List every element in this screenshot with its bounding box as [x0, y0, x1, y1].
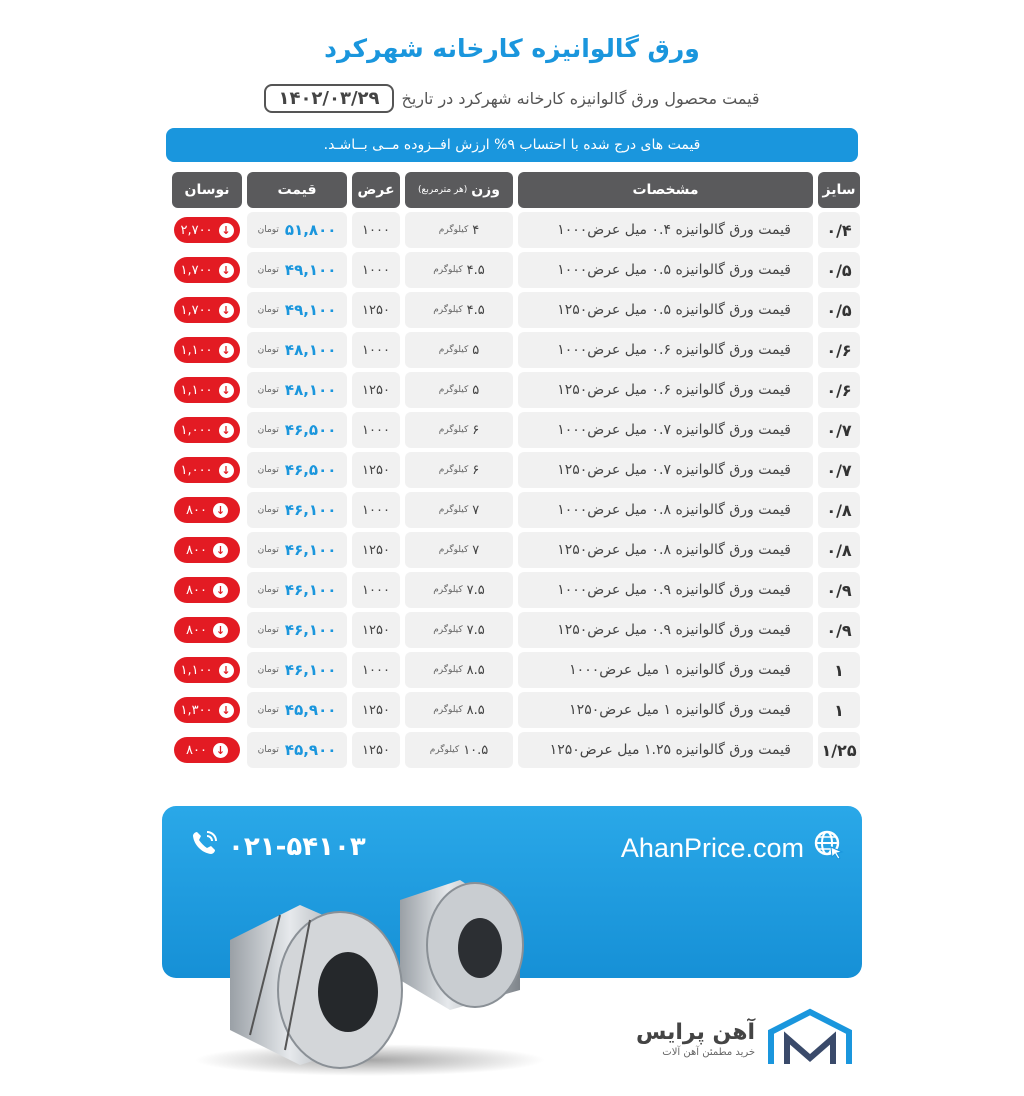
weight-value: ۴: [472, 222, 480, 238]
change-value: ۱,۷۰۰: [180, 262, 213, 278]
row-width: ۱۰۰۰: [352, 492, 400, 528]
price-unit: تومان: [257, 705, 279, 715]
weight-unit: کیلوگرم: [438, 425, 469, 435]
price-value: ۴۹,۱۰۰: [284, 301, 337, 319]
change-badge: [174, 257, 240, 283]
weight-value: ۶: [472, 462, 480, 478]
change-badge: [174, 657, 240, 683]
row-spec: قیمت ورق گالوانیزه ۰.۸ میل عرض۱۲۵۰: [518, 532, 813, 568]
arrow-down-icon: ↓: [213, 743, 228, 758]
table-row: [164, 572, 860, 608]
row-weight: [405, 212, 513, 248]
change-value: ۸۰۰: [186, 582, 207, 598]
row-spec: قیمت ورق گالوانیزه ۰.۴ میل عرض۱۰۰۰: [518, 212, 813, 248]
header-size: سایز: [818, 172, 860, 208]
change-value: ۱,۳۰۰: [180, 702, 213, 718]
row-width: ۱۲۵۰: [352, 612, 400, 648]
row-spec: قیمت ورق گالوانیزه ۰.۵ میل عرض۱۲۵۰: [518, 292, 813, 328]
header-price: قیمت: [247, 172, 347, 208]
globe-cursor-icon: [814, 830, 844, 867]
price-value: ۴۶,۱۰۰: [284, 541, 337, 559]
arrow-down-icon: ↓: [219, 663, 234, 678]
weight-unit: کیلوگرم: [433, 625, 463, 635]
row-width: ۱۰۰۰: [352, 652, 400, 688]
row-weight: [405, 332, 513, 368]
row-weight: [405, 652, 513, 688]
table-row: [164, 412, 860, 448]
row-price: [247, 412, 347, 448]
row-spec: قیمت ورق گالوانیزه ۰.۹ میل عرض۱۰۰۰: [518, 572, 813, 608]
arrow-down-icon: ↓: [213, 623, 228, 638]
arrow-down-icon: ↓: [219, 423, 234, 438]
row-price: [247, 372, 347, 408]
row-spec: قیمت ورق گالوانیزه ۰.۵ میل عرض۱۰۰۰: [518, 252, 813, 288]
row-size: ۰/۹: [818, 612, 860, 648]
arrow-down-icon: ↓: [219, 303, 234, 318]
price-unit: تومان: [257, 265, 279, 275]
price-unit: تومان: [257, 665, 279, 675]
change-value: ۱,۱۰۰: [180, 342, 213, 358]
table-body: [164, 212, 860, 768]
row-size: ۰/۵: [818, 292, 860, 328]
row-change: [172, 252, 242, 288]
weight-unit: کیلوگرم: [438, 505, 469, 515]
arrow-down-icon: ↓: [213, 583, 228, 598]
table-row: [164, 612, 860, 648]
price-unit: تومان: [257, 345, 279, 355]
table-row: [164, 252, 860, 288]
weight-value: ۷.۵: [466, 622, 485, 638]
row-weight: [405, 612, 513, 648]
row-size: ۱: [818, 692, 860, 728]
row-size: ۱: [818, 652, 860, 688]
price-value: ۴۶,۱۰۰: [284, 501, 337, 519]
row-change: [172, 412, 242, 448]
row-weight: [405, 292, 513, 328]
table-header: [164, 172, 860, 208]
price-value: ۴۶,۱۰۰: [284, 581, 337, 599]
row-price: [247, 572, 347, 608]
row-spec: قیمت ورق گالوانیزه ۱.۲۵ میل عرض۱۲۵۰: [518, 732, 813, 768]
price-unit: تومان: [257, 465, 279, 475]
change-badge: [174, 457, 240, 483]
change-badge: [174, 737, 240, 763]
row-size: ۰/۸: [818, 532, 860, 568]
row-weight: [405, 732, 513, 768]
row-weight: [405, 372, 513, 408]
change-value: ۱,۱۰۰: [180, 382, 213, 398]
weight-value: ۱۰.۵: [463, 742, 489, 758]
price-value: ۴۶,۱۰۰: [284, 621, 337, 639]
row-change: [172, 492, 242, 528]
row-change: [172, 212, 242, 248]
arrow-down-icon: ↓: [219, 703, 234, 718]
header-width: عرض: [352, 172, 400, 208]
header-weight: [405, 172, 513, 208]
row-weight: [405, 492, 513, 528]
arrow-down-icon: ↓: [219, 383, 234, 398]
row-price: [247, 532, 347, 568]
price-unit: تومان: [257, 305, 279, 315]
price-value: ۴۶,۵۰۰: [284, 461, 337, 479]
row-width: ۱۰۰۰: [352, 332, 400, 368]
row-width: ۱۲۵۰: [352, 532, 400, 568]
change-badge: [174, 497, 240, 523]
vat-notice: قیمت های درج شده با احتساب ۹% ارزش افــزوده مــی بــاشـد.: [166, 128, 858, 162]
row-spec: قیمت ورق گالوانیزه ۰.۶ میل عرض۱۰۰۰: [518, 332, 813, 368]
weight-unit: کیلوگرم: [438, 385, 469, 395]
brand-text: [636, 1020, 755, 1058]
weight-unit: کیلوگرم: [438, 465, 469, 475]
row-width: ۱۰۰۰: [352, 252, 400, 288]
row-spec: قیمت ورق گالوانیزه ۱ میل عرض۱۲۵۰: [518, 692, 813, 728]
weight-value: ۵: [472, 342, 480, 358]
table-row: [164, 292, 860, 328]
change-badge: [174, 297, 240, 323]
row-price: [247, 212, 347, 248]
row-change: [172, 332, 242, 368]
price-value: ۴۵,۹۰۰: [284, 741, 337, 759]
price-value: ۴۵,۹۰۰: [284, 701, 337, 719]
header-change: نوسان: [172, 172, 242, 208]
row-width: ۱۲۵۰: [352, 692, 400, 728]
row-width: ۱۲۵۰: [352, 372, 400, 408]
subtitle-row: [0, 84, 1024, 113]
table-row: [164, 332, 860, 368]
row-spec: قیمت ورق گالوانیزه ۱ میل عرض۱۰۰۰: [518, 652, 813, 688]
row-width: ۱۲۵۰: [352, 452, 400, 488]
weight-unit: کیلوگرم: [433, 585, 463, 595]
change-value: ۸۰۰: [186, 622, 207, 638]
price-value: ۴۶,۱۰۰: [284, 661, 337, 679]
header-weight-label: وزن: [471, 182, 500, 198]
price-value: ۵۱,۸۰۰: [284, 221, 337, 239]
table-row: [164, 212, 860, 248]
row-size: ۰/۴: [818, 212, 860, 248]
row-change: [172, 612, 242, 648]
weight-unit: کیلوگرم: [433, 265, 463, 275]
row-change: [172, 532, 242, 568]
weight-value: ۷.۵: [466, 582, 485, 598]
change-value: ۲,۷۰۰: [180, 222, 213, 238]
brand-tagline: خرید مطمئن آهن آلات: [662, 1047, 756, 1058]
row-size: ۰/۵: [818, 252, 860, 288]
change-badge: [174, 697, 240, 723]
table-row: [164, 492, 860, 528]
change-value: ۱,۱۰۰: [180, 662, 213, 678]
brand-logo-icon: [767, 1008, 853, 1070]
row-weight: [405, 692, 513, 728]
row-spec: قیمت ورق گالوانیزه ۰.۷ میل عرض۱۲۵۰: [518, 452, 813, 488]
subtitle: قیمت محصول ورق گالوانیزه کارخانه شهرکرد در تاریخ: [401, 89, 760, 108]
change-badge: [174, 337, 240, 363]
change-value: ۱,۷۰۰: [180, 302, 213, 318]
row-width: ۱۲۵۰: [352, 292, 400, 328]
row-price: [247, 452, 347, 488]
row-size: ۰/۹: [818, 572, 860, 608]
table-row: [164, 692, 860, 728]
weight-value: ۸.۵: [466, 702, 485, 718]
row-size: ۰/۶: [818, 372, 860, 408]
price-value: ۴۶,۵۰۰: [284, 421, 337, 439]
table-row: [164, 452, 860, 488]
change-value: ۸۰۰: [186, 542, 207, 558]
header-weight-note: (هر مترمربع): [418, 185, 468, 195]
row-width: ۱۰۰۰: [352, 572, 400, 608]
arrow-down-icon: ↓: [219, 263, 234, 278]
row-price: [247, 292, 347, 328]
price-unit: تومان: [257, 225, 279, 235]
change-value: ۱,۰۰۰: [180, 462, 213, 478]
row-price: [247, 732, 347, 768]
table-row: [164, 652, 860, 688]
phone-number: ۰۲۱-۵۴۱۰۳: [228, 831, 366, 862]
row-change: [172, 372, 242, 408]
arrow-down-icon: ↓: [213, 503, 228, 518]
row-price: [247, 692, 347, 728]
row-weight: [405, 532, 513, 568]
arrow-down-icon: ↓: [219, 343, 234, 358]
table-row: [164, 732, 860, 768]
price-unit: تومان: [257, 745, 279, 755]
arrow-down-icon: ↓: [219, 463, 234, 478]
weight-value: ۷: [472, 542, 480, 558]
row-size: ۰/۷: [818, 452, 860, 488]
weight-value: ۴.۵: [466, 302, 485, 318]
weight-unit: کیلوگرم: [438, 225, 469, 235]
weight-unit: کیلوگرم: [433, 305, 463, 315]
row-size: ۱/۲۵: [818, 732, 860, 768]
row-weight: [405, 252, 513, 288]
weight-unit: کیلوگرم: [438, 545, 469, 555]
weight-value: ۸.۵: [466, 662, 485, 678]
date-badge: ۱۴۰۲/۰۳/۲۹: [264, 84, 393, 113]
row-change: [172, 692, 242, 728]
brand-block: [636, 1006, 856, 1072]
page-title: ورق گالوانیزه کارخانه شهرکرد: [324, 34, 700, 63]
weight-value: ۶: [472, 422, 480, 438]
weight-unit: کیلوگرم: [429, 745, 460, 755]
row-spec: قیمت ورق گالوانیزه ۰.۷ میل عرض۱۰۰۰: [518, 412, 813, 448]
change-value: ۸۰۰: [186, 502, 207, 518]
row-width: ۱۰۰۰: [352, 412, 400, 448]
weight-unit: کیلوگرم: [438, 345, 469, 355]
change-badge: [174, 217, 240, 243]
brand-name: آهن پرایس: [636, 1020, 756, 1045]
row-change: [172, 292, 242, 328]
row-size: ۰/۶: [818, 332, 860, 368]
row-weight: [405, 572, 513, 608]
price-unit: تومان: [257, 425, 279, 435]
price-unit: تومان: [257, 545, 279, 555]
header-spec: مشخصات: [518, 172, 813, 208]
change-badge: [174, 577, 240, 603]
price-unit: تومان: [257, 505, 279, 515]
weight-unit: کیلوگرم: [433, 665, 463, 675]
weight-value: ۴.۵: [466, 262, 485, 278]
site-url: AhanPrice.com: [620, 833, 804, 863]
row-price: [247, 332, 347, 368]
row-width: ۱۰۰۰: [352, 212, 400, 248]
weight-value: ۵: [472, 382, 480, 398]
price-value: ۴۸,۱۰۰: [284, 381, 337, 399]
table-row: [164, 532, 860, 568]
change-badge: [174, 417, 240, 443]
weight-unit: کیلوگرم: [433, 705, 463, 715]
row-change: [172, 652, 242, 688]
price-value: ۴۹,۱۰۰: [284, 261, 337, 279]
price-table: [164, 172, 860, 772]
row-weight: [405, 452, 513, 488]
price-unit: تومان: [257, 585, 279, 595]
website-link[interactable]: [621, 830, 844, 867]
row-change: [172, 732, 242, 768]
row-spec: قیمت ورق گالوانیزه ۰.۸ میل عرض۱۰۰۰: [518, 492, 813, 528]
table-row: [164, 372, 860, 408]
change-badge: [174, 377, 240, 403]
weight-value: ۷: [472, 502, 480, 518]
price-unit: تومان: [257, 625, 279, 635]
row-price: [247, 252, 347, 288]
row-width: ۱۲۵۰: [352, 732, 400, 768]
change-badge: [174, 537, 240, 563]
row-price: [247, 612, 347, 648]
arrow-down-icon: ↓: [219, 223, 234, 238]
row-change: [172, 572, 242, 608]
steel-coils-image: [190, 860, 570, 1080]
price-value: ۴۸,۱۰۰: [284, 341, 337, 359]
row-price: [247, 652, 347, 688]
row-size: ۰/۸: [818, 492, 860, 528]
row-weight: [405, 412, 513, 448]
arrow-down-icon: ↓: [213, 543, 228, 558]
row-spec: قیمت ورق گالوانیزه ۰.۹ میل عرض۱۲۵۰: [518, 612, 813, 648]
change-value: ۸۰۰: [186, 742, 207, 758]
change-badge: [174, 617, 240, 643]
row-size: ۰/۷: [818, 412, 860, 448]
row-price: [247, 492, 347, 528]
row-spec: قیمت ورق گالوانیزه ۰.۶ میل عرض۱۲۵۰: [518, 372, 813, 408]
change-value: ۱,۰۰۰: [180, 422, 213, 438]
row-change: [172, 452, 242, 488]
price-unit: تومان: [257, 385, 279, 395]
